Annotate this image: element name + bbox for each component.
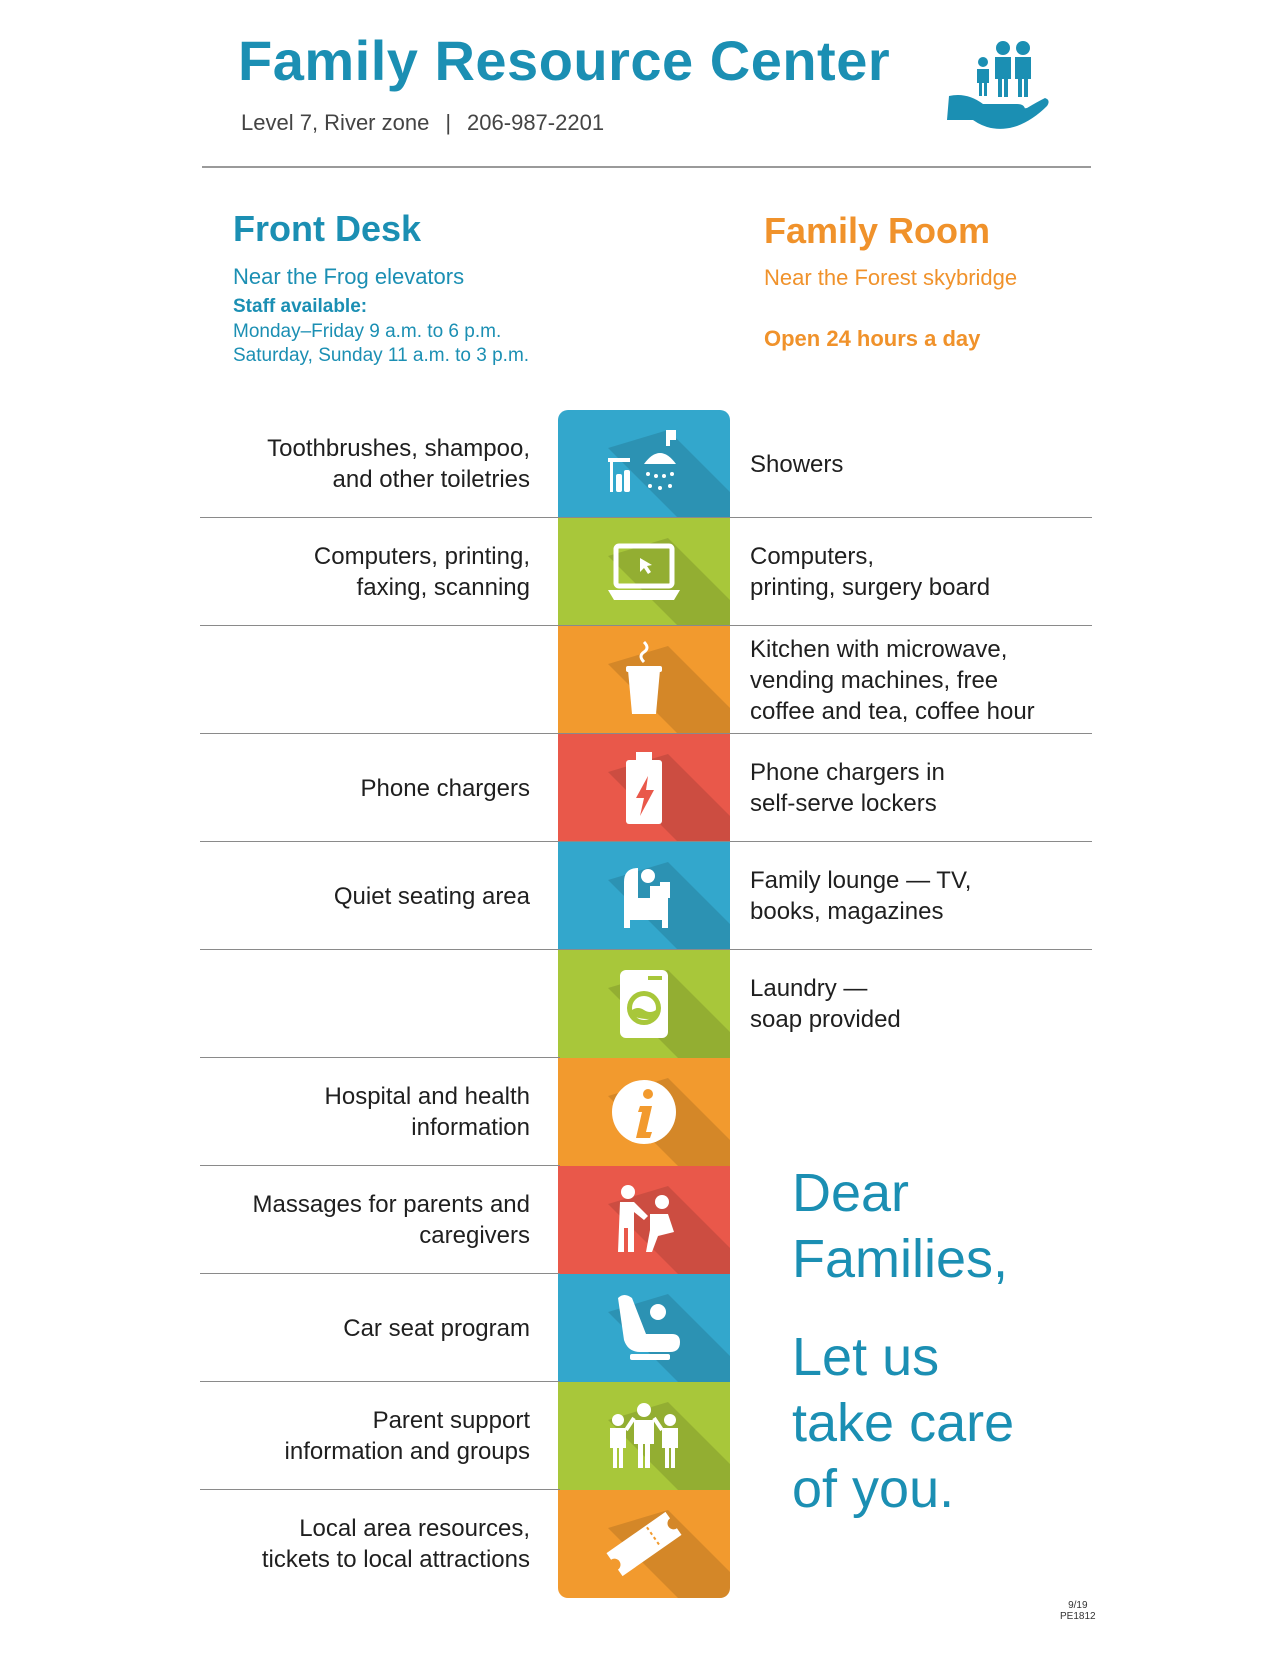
front-desk-service: Massages for parents and caregivers <box>252 1191 530 1249</box>
toiletries-shower-icon <box>604 424 684 504</box>
service-tile <box>558 1058 730 1166</box>
service-row <box>0 1382 1280 1490</box>
service-row <box>0 1274 1280 1382</box>
service-row <box>0 1490 1280 1598</box>
family-room-title: Family Room <box>764 210 991 251</box>
slogan-line: Families, <box>792 1229 1009 1289</box>
ticket-icon <box>604 1504 684 1584</box>
family-room-service: Laundry — soap provided <box>750 975 901 1033</box>
front-desk-hours-weekday: Monday–Friday 9 a.m. to 6 p.m. <box>233 321 502 342</box>
family-room-service: Showers <box>750 450 844 478</box>
service-row <box>0 842 1280 950</box>
service-tile <box>558 518 730 626</box>
battery-charge-icon <box>604 748 684 828</box>
slogan-line: Let us <box>792 1327 940 1387</box>
slogan-line: of you. <box>792 1459 955 1519</box>
family-room-hours: Open 24 hours a day <box>764 326 981 351</box>
front-desk-service: Hospital and health information <box>324 1083 530 1141</box>
front-desk-location: Near the Frog elevators <box>233 264 465 289</box>
massage-icon <box>604 1180 684 1260</box>
service-tile <box>558 410 730 518</box>
family-room-location: Near the Forest skybridge <box>764 265 1018 290</box>
slogan-greeting <box>792 1160 1008 1292</box>
front-desk-staff-label: Staff available: <box>233 296 368 317</box>
service-row <box>0 950 1280 1058</box>
service-row <box>0 410 1280 518</box>
service-row <box>0 626 1280 734</box>
front-desk-service: Toothbrushes, shampoo, and other toiletries <box>267 435 530 493</box>
family-in-hand-icon <box>945 38 1050 130</box>
slogan-line: take care <box>792 1393 1015 1453</box>
service-tile <box>558 1382 730 1490</box>
print-date: 9/19 <box>1068 1600 1088 1611</box>
front-desk-service: Local area resources, tickets to local attractions <box>261 1515 530 1573</box>
laptop-icon <box>604 532 684 612</box>
front-desk-service: Parent support information and groups <box>284 1407 530 1465</box>
location-text: Level 7, River zone <box>241 110 430 135</box>
front-desk-service: Phone chargers <box>360 774 530 802</box>
slogan-line: Dear <box>792 1163 910 1223</box>
document-code <box>1060 1600 1096 1622</box>
family-room-service: Phone chargers in self-serve lockers <box>750 759 945 817</box>
coffee-cup-icon <box>604 640 684 720</box>
family-room-service: Family lounge — TV, books, magazines <box>750 867 972 925</box>
front-desk-service: Quiet seating area <box>333 882 530 910</box>
car-seat-icon <box>604 1288 684 1368</box>
separator: | <box>445 110 452 135</box>
service-tile <box>558 1490 730 1598</box>
info-icon <box>604 1072 684 1152</box>
reading-chair-icon <box>604 856 684 936</box>
support-group-icon <box>604 1396 684 1476</box>
service-tile <box>558 1274 730 1382</box>
service-row <box>0 518 1280 626</box>
family-room-service: Kitchen with microwave, vending machines, free coffee and tea, coffee hour <box>750 635 1035 725</box>
phone-number: 206-987-2201 <box>467 110 605 135</box>
front-desk-title: Front Desk <box>233 208 422 249</box>
header-divider <box>202 166 1091 168</box>
front-desk-service: Computers, printing, faxing, scanning <box>313 543 530 601</box>
slogan-message <box>792 1324 1014 1522</box>
service-row <box>0 1058 1280 1166</box>
service-tile <box>558 1166 730 1274</box>
print-code: PE1812 <box>1060 1611 1096 1622</box>
front-desk-hours-weekend: Saturday, Sunday 11 a.m. to 3 p.m. <box>233 345 530 366</box>
service-row <box>0 1166 1280 1274</box>
washing-machine-icon <box>604 964 684 1044</box>
service-tile <box>558 626 730 734</box>
page-title: Family Resource Center <box>238 29 891 92</box>
location-phone-line <box>241 110 604 136</box>
family-room-service: Computers, printing, surgery board <box>750 543 991 601</box>
service-tile <box>558 842 730 950</box>
front-desk-service: Car seat program <box>343 1314 530 1342</box>
service-tile <box>558 950 730 1058</box>
service-tile <box>558 734 730 842</box>
service-row <box>0 734 1280 842</box>
